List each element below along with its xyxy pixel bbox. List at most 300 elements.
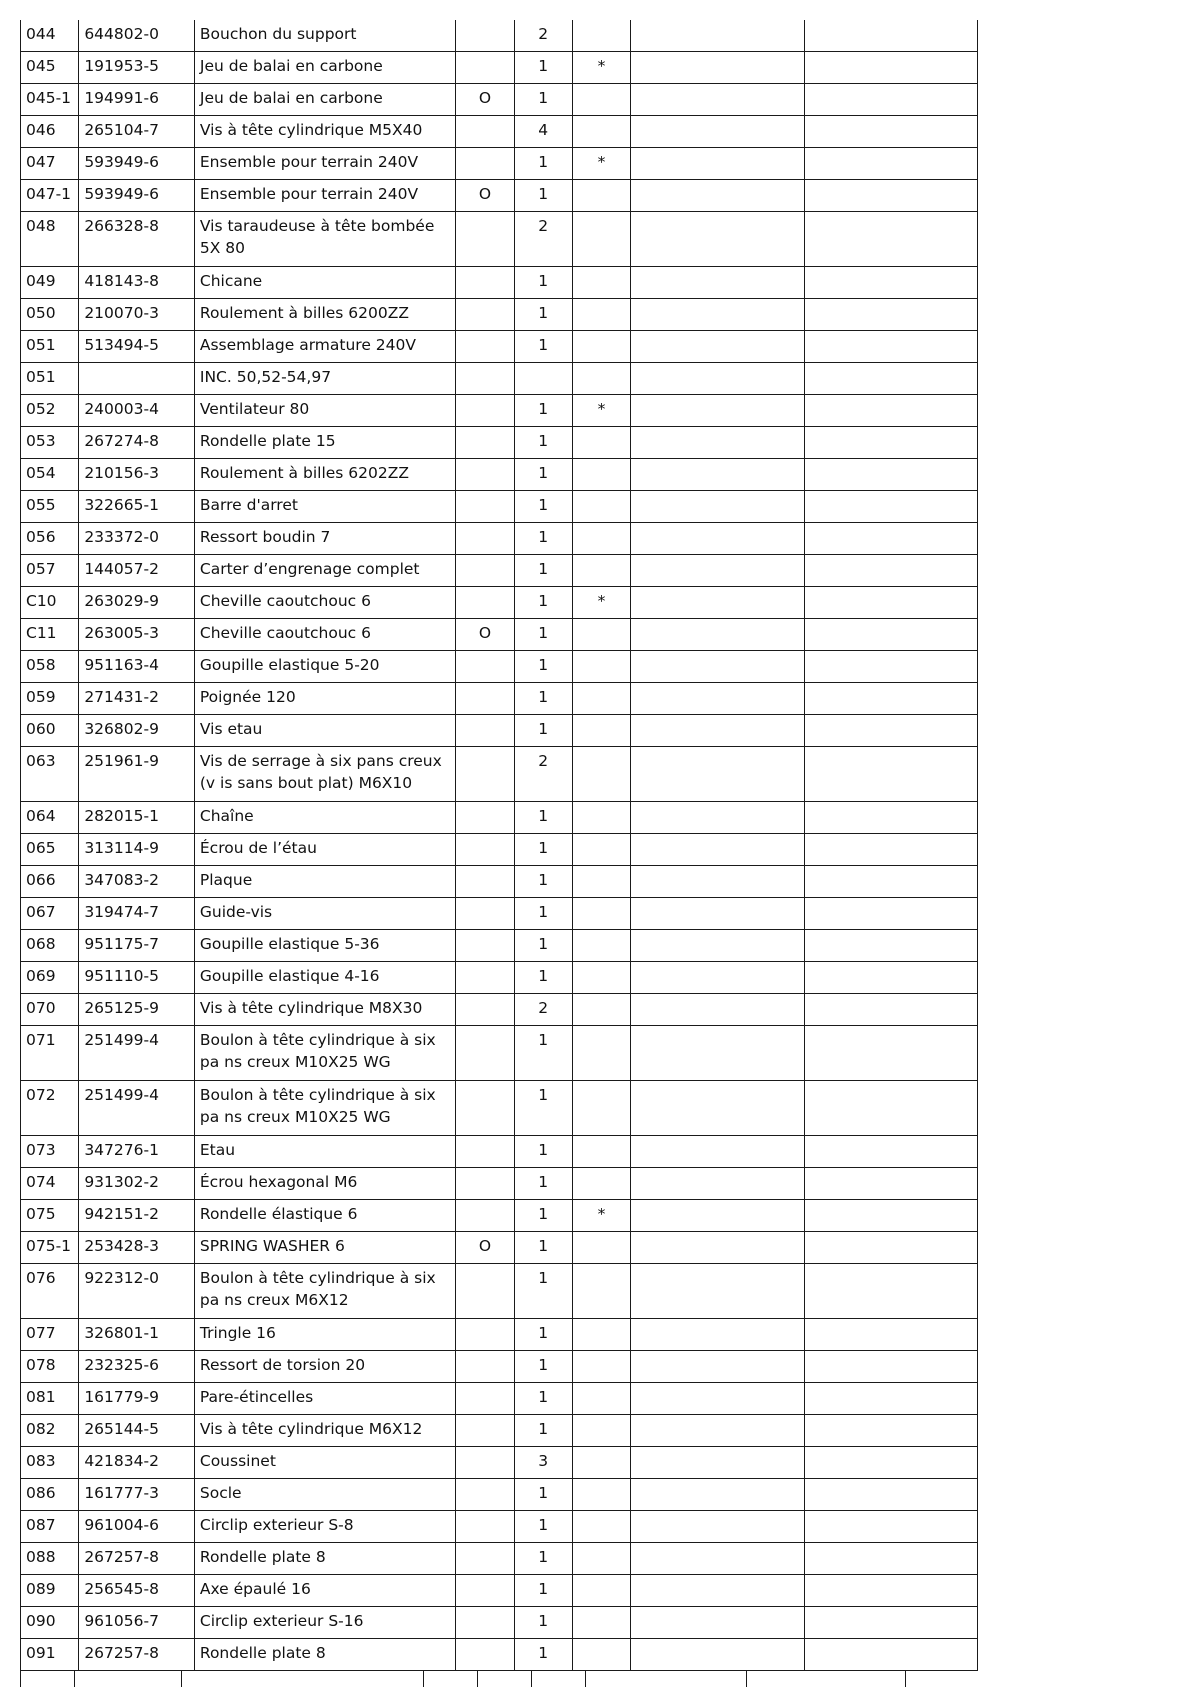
cell-note-1	[631, 1026, 805, 1081]
cell-item-no: 044	[21, 20, 79, 52]
table-row	[21, 459, 978, 491]
cell-substitution	[456, 1575, 514, 1607]
cell-description: Plaque	[194, 866, 455, 898]
cell-remark: *	[572, 1200, 630, 1232]
cell-description: Goupille elastique 5-36	[194, 930, 455, 962]
cell-item-no: 052	[21, 395, 79, 427]
cell-note-1	[631, 299, 805, 331]
cell-note-1	[631, 1319, 805, 1351]
cell-note-2	[805, 491, 978, 523]
table-row	[21, 802, 978, 834]
cell-note-1	[631, 1200, 805, 1232]
cell-substitution	[456, 395, 514, 427]
cell-remark	[572, 331, 630, 363]
cell-item-no: 046	[21, 116, 79, 148]
cell-note-2	[805, 84, 978, 116]
cell-part-code: 313114-9	[79, 834, 195, 866]
cell-substitution	[456, 363, 514, 395]
cell-remark	[572, 1639, 630, 1671]
cell-remark	[572, 84, 630, 116]
cell-description: Goupille elastique 4-16	[194, 962, 455, 994]
cell-quantity: 1	[514, 898, 572, 930]
cell-description: Vis etau	[194, 715, 455, 747]
cell-substitution: O	[456, 84, 514, 116]
table-row	[21, 148, 978, 180]
cell-note-2	[805, 299, 978, 331]
cell-remark	[572, 212, 630, 267]
table-row	[21, 962, 978, 994]
cell-description: Rondelle élastique 6	[194, 1200, 455, 1232]
table-row	[21, 267, 978, 299]
cell-description: Carter d’engrenage complet	[194, 555, 455, 587]
cell-note-2	[805, 1479, 978, 1511]
table-row	[21, 1479, 978, 1511]
cell-item-no: 075	[21, 1200, 79, 1232]
cell-quantity: 1	[514, 1264, 572, 1319]
cell-note-1	[631, 491, 805, 523]
table-row	[21, 994, 978, 1026]
cell-substitution	[456, 866, 514, 898]
cell-description: Chaîne	[194, 802, 455, 834]
cell-note-1	[631, 116, 805, 148]
cell-quantity: 1	[514, 459, 572, 491]
cell-note-2	[805, 395, 978, 427]
cell-item-no: 069	[21, 962, 79, 994]
cell-substitution	[456, 802, 514, 834]
cell-remark	[572, 930, 630, 962]
cell-remark	[572, 651, 630, 683]
cell-item-no: 045-1	[21, 84, 79, 116]
parts-list-sheet	[20, 20, 978, 1671]
cell-item-no: 063	[21, 747, 79, 802]
cell-note-2	[805, 834, 978, 866]
cell-part-code: 267257-8	[79, 1639, 195, 1671]
cell-note-2	[805, 1168, 978, 1200]
table-row	[21, 1511, 978, 1543]
cell-substitution	[456, 1383, 514, 1415]
cell-remark	[572, 363, 630, 395]
cell-description: Rondelle plate 8	[194, 1543, 455, 1575]
cell-quantity: 1	[514, 1136, 572, 1168]
cell-remark	[572, 1232, 630, 1264]
table-row	[21, 1415, 978, 1447]
cell-item-no: 065	[21, 834, 79, 866]
cell-note-1	[631, 395, 805, 427]
cell-description: Ressort de torsion 20	[194, 1351, 455, 1383]
cell-note-1	[631, 148, 805, 180]
cell-description: Pare-étincelles	[194, 1383, 455, 1415]
cell-substitution	[456, 1639, 514, 1671]
cell-item-no: 087	[21, 1511, 79, 1543]
cell-remark: *	[572, 587, 630, 619]
table-row	[21, 1383, 978, 1415]
cell-substitution	[456, 962, 514, 994]
table-row	[21, 747, 978, 802]
cell-quantity: 1	[514, 523, 572, 555]
cell-description: Goupille elastique 5-20	[194, 651, 455, 683]
cell-part-code: 322665-1	[79, 491, 195, 523]
cell-description: Ressort boudin 7	[194, 523, 455, 555]
cell-note-1	[631, 1136, 805, 1168]
cell-substitution	[456, 331, 514, 363]
cell-item-no: 076	[21, 1264, 79, 1319]
cell-description: Chicane	[194, 267, 455, 299]
cell-description: Circlip exterieur S-16	[194, 1607, 455, 1639]
cell-part-code: 513494-5	[79, 331, 195, 363]
cell-quantity: 1	[514, 52, 572, 84]
cell-quantity: 1	[514, 1511, 572, 1543]
cell-item-no: 077	[21, 1319, 79, 1351]
cell-item-no: 074	[21, 1168, 79, 1200]
cell-substitution	[456, 1415, 514, 1447]
table-row	[21, 1607, 978, 1639]
cell-quantity: 1	[514, 148, 572, 180]
cell-note-1	[631, 1264, 805, 1319]
cell-item-no: 067	[21, 898, 79, 930]
cell-description: Ensemble pour terrain 240V	[194, 180, 455, 212]
cell-quantity: 1	[514, 930, 572, 962]
cell-note-1	[631, 523, 805, 555]
cell-note-2	[805, 1081, 978, 1136]
table-row	[21, 491, 978, 523]
cell-item-no: 073	[21, 1136, 79, 1168]
cell-note-2	[805, 1415, 978, 1447]
cell-remark	[572, 715, 630, 747]
cell-quantity: 1	[514, 1639, 572, 1671]
cell-note-2	[805, 1351, 978, 1383]
table-row	[21, 930, 978, 962]
cell-quantity: 1	[514, 427, 572, 459]
cell-substitution: O	[456, 619, 514, 651]
table-row	[21, 683, 978, 715]
cell-note-1	[631, 587, 805, 619]
table-row	[21, 52, 978, 84]
cell-part-code: 265125-9	[79, 994, 195, 1026]
cell-quantity: 1	[514, 1607, 572, 1639]
cell-remark	[572, 866, 630, 898]
table-row	[21, 587, 978, 619]
cell-part-code: 961056-7	[79, 1607, 195, 1639]
table-row	[21, 1168, 978, 1200]
cell-note-2	[805, 180, 978, 212]
cell-description: Etau	[194, 1136, 455, 1168]
cell-note-1	[631, 20, 805, 52]
cell-note-2	[805, 1607, 978, 1639]
cell-description: Ventilateur 80	[194, 395, 455, 427]
cell-quantity: 2	[514, 20, 572, 52]
table-row	[21, 1264, 978, 1319]
cell-description: Vis à tête cylindrique M8X30	[194, 994, 455, 1026]
cell-note-2	[805, 1383, 978, 1415]
cell-part-code: 319474-7	[79, 898, 195, 930]
cell-note-1	[631, 715, 805, 747]
cell-quantity: 1	[514, 180, 572, 212]
cell-note-1	[631, 1415, 805, 1447]
cell-note-2	[805, 1232, 978, 1264]
table-row	[21, 619, 978, 651]
cell-item-no: 089	[21, 1575, 79, 1607]
cell-remark	[572, 1081, 630, 1136]
cell-remark	[572, 802, 630, 834]
cell-note-1	[631, 834, 805, 866]
cell-substitution	[456, 1168, 514, 1200]
cell-item-no: 082	[21, 1415, 79, 1447]
cell-part-code: 194991-6	[79, 84, 195, 116]
cell-quantity: 1	[514, 962, 572, 994]
cell-note-2	[805, 619, 978, 651]
cell-description: Cheville caoutchouc 6	[194, 619, 455, 651]
table-row	[21, 651, 978, 683]
cell-item-no: 091	[21, 1639, 79, 1671]
cell-note-1	[631, 898, 805, 930]
cell-substitution	[456, 1447, 514, 1479]
cell-item-no: 064	[21, 802, 79, 834]
cell-description: Boulon à tête cylindrique à six pa ns creux M6X12	[194, 1264, 455, 1319]
cell-substitution	[456, 1136, 514, 1168]
cell-substitution	[456, 1319, 514, 1351]
cell-substitution	[456, 116, 514, 148]
cell-remark	[572, 1479, 630, 1511]
cell-substitution	[456, 52, 514, 84]
cell-quantity: 1	[514, 1319, 572, 1351]
cell-part-code: 253428-3	[79, 1232, 195, 1264]
cell-note-2	[805, 1026, 978, 1081]
cell-note-1	[631, 1383, 805, 1415]
cell-substitution	[456, 459, 514, 491]
cell-note-2	[805, 427, 978, 459]
parts-table-body	[21, 20, 978, 1671]
cell-substitution	[456, 267, 514, 299]
cell-substitution	[456, 587, 514, 619]
cell-remark	[572, 834, 630, 866]
cell-part-code: 161779-9	[79, 1383, 195, 1415]
cell-note-1	[631, 683, 805, 715]
cell-item-no: 086	[21, 1479, 79, 1511]
cell-part-code: 144057-2	[79, 555, 195, 587]
table-row	[21, 20, 978, 52]
table-row	[21, 1200, 978, 1232]
cell-note-2	[805, 930, 978, 962]
cell-item-no: 081	[21, 1383, 79, 1415]
cell-substitution	[456, 427, 514, 459]
cell-part-code: 263029-9	[79, 587, 195, 619]
cell-part-code: 942151-2	[79, 1200, 195, 1232]
cell-substitution	[456, 715, 514, 747]
table-row	[21, 84, 978, 116]
cell-item-no: 048	[21, 212, 79, 267]
cell-quantity: 1	[514, 1200, 572, 1232]
cell-substitution	[456, 491, 514, 523]
cell-note-2	[805, 212, 978, 267]
cell-substitution: O	[456, 180, 514, 212]
cell-remark	[572, 299, 630, 331]
cell-quantity: 1	[514, 267, 572, 299]
table-row	[21, 1351, 978, 1383]
cell-note-1	[631, 555, 805, 587]
cell-quantity: 1	[514, 715, 572, 747]
cell-remark	[572, 1168, 630, 1200]
cell-item-no: 083	[21, 1447, 79, 1479]
cell-description: Coussinet	[194, 1447, 455, 1479]
cell-part-code: 210156-3	[79, 459, 195, 491]
cell-quantity: 1	[514, 866, 572, 898]
cell-quantity: 1	[514, 1575, 572, 1607]
cell-quantity: 1	[514, 587, 572, 619]
cell-description: Circlip exterieur S-8	[194, 1511, 455, 1543]
table-continuation	[20, 1671, 978, 1687]
cell-remark	[572, 994, 630, 1026]
cell-item-no: 066	[21, 866, 79, 898]
cell-note-2	[805, 1136, 978, 1168]
cell-item-no: 054	[21, 459, 79, 491]
table-row	[21, 299, 978, 331]
cell-description: Rondelle plate 15	[194, 427, 455, 459]
cell-substitution	[456, 1264, 514, 1319]
cell-note-2	[805, 1200, 978, 1232]
cell-quantity: 1	[514, 1479, 572, 1511]
cell-note-2	[805, 994, 978, 1026]
cell-substitution	[456, 1607, 514, 1639]
cell-note-2	[805, 1319, 978, 1351]
cell-part-code: 267257-8	[79, 1543, 195, 1575]
cell-note-1	[631, 1543, 805, 1575]
cell-item-no: 072	[21, 1081, 79, 1136]
cell-description: Axe épaulé 16	[194, 1575, 455, 1607]
cell-quantity: 1	[514, 1081, 572, 1136]
cell-substitution	[456, 898, 514, 930]
cell-remark	[572, 1136, 630, 1168]
cell-part-code: 961004-6	[79, 1511, 195, 1543]
cell-substitution	[456, 555, 514, 587]
cell-description: Écrou de l’étau	[194, 834, 455, 866]
cell-part-code: 232325-6	[79, 1351, 195, 1383]
cell-remark	[572, 491, 630, 523]
table-row	[21, 898, 978, 930]
table-row	[21, 427, 978, 459]
cell-item-no: C10	[21, 587, 79, 619]
cell-remark	[572, 898, 630, 930]
cell-note-2	[805, 683, 978, 715]
cell-item-no: 057	[21, 555, 79, 587]
table-row	[21, 555, 978, 587]
cell-remark	[572, 1383, 630, 1415]
cell-part-code: 593949-6	[79, 148, 195, 180]
table-row	[21, 1543, 978, 1575]
cell-quantity: 3	[514, 1447, 572, 1479]
cell-description: Boulon à tête cylindrique à six pa ns creux M10X25 WG	[194, 1026, 455, 1081]
cell-quantity: 1	[514, 1543, 572, 1575]
cell-quantity: 1	[514, 1383, 572, 1415]
cell-remark	[572, 180, 630, 212]
cell-description: INC. 50,52-54,97	[194, 363, 455, 395]
table-row	[21, 1639, 978, 1671]
cell-remark	[572, 267, 630, 299]
cell-note-2	[805, 747, 978, 802]
table-row	[21, 395, 978, 427]
table-row	[21, 212, 978, 267]
cell-substitution	[456, 834, 514, 866]
cell-item-no: 045	[21, 52, 79, 84]
cell-part-code: 326801-1	[79, 1319, 195, 1351]
cell-part-code: 931302-2	[79, 1168, 195, 1200]
cell-remark	[572, 1026, 630, 1081]
table-row	[21, 523, 978, 555]
table-row	[21, 331, 978, 363]
cell-part-code: 326802-9	[79, 715, 195, 747]
cell-note-1	[631, 930, 805, 962]
cell-description: Poignée 120	[194, 683, 455, 715]
cell-description: Roulement à billes 6200ZZ	[194, 299, 455, 331]
cell-remark	[572, 1319, 630, 1351]
cell-part-code: 644802-0	[79, 20, 195, 52]
cell-substitution	[456, 148, 514, 180]
cell-quantity: 1	[514, 395, 572, 427]
cell-quantity: 2	[514, 212, 572, 267]
cell-part-code: 256545-8	[79, 1575, 195, 1607]
table-row	[21, 1026, 978, 1081]
cell-item-no: 078	[21, 1351, 79, 1383]
cell-remark	[572, 1264, 630, 1319]
cell-remark	[572, 427, 630, 459]
cell-note-2	[805, 802, 978, 834]
cell-part-code: 233372-0	[79, 523, 195, 555]
cell-note-2	[805, 587, 978, 619]
cell-substitution	[456, 683, 514, 715]
cell-note-1	[631, 180, 805, 212]
cell-part-code: 263005-3	[79, 619, 195, 651]
cell-remark	[572, 619, 630, 651]
cell-note-2	[805, 1511, 978, 1543]
cell-part-code: 421834-2	[79, 1447, 195, 1479]
cell-description: Assemblage armature 240V	[194, 331, 455, 363]
cell-part-code: 251499-4	[79, 1081, 195, 1136]
cell-substitution	[456, 747, 514, 802]
cell-part-code: 210070-3	[79, 299, 195, 331]
cell-item-no: 051	[21, 331, 79, 363]
cell-description: Ensemble pour terrain 240V	[194, 148, 455, 180]
cell-item-no: 071	[21, 1026, 79, 1081]
cell-part-code: 922312-0	[79, 1264, 195, 1319]
table-row	[21, 866, 978, 898]
cell-part-code: 161777-3	[79, 1479, 195, 1511]
parts-table	[20, 20, 978, 1671]
cell-part-code: 347083-2	[79, 866, 195, 898]
cell-quantity: 2	[514, 747, 572, 802]
cell-quantity: 1	[514, 1351, 572, 1383]
table-row	[21, 834, 978, 866]
cell-note-1	[631, 427, 805, 459]
cell-remark	[572, 1415, 630, 1447]
cell-substitution	[456, 1200, 514, 1232]
cell-note-2	[805, 1639, 978, 1671]
cell-substitution	[456, 930, 514, 962]
cell-item-no: 070	[21, 994, 79, 1026]
cell-substitution	[456, 20, 514, 52]
cell-note-1	[631, 52, 805, 84]
cell-description: Socle	[194, 1479, 455, 1511]
cell-description: Vis à tête cylindrique M5X40	[194, 116, 455, 148]
cell-part-code: 593949-6	[79, 180, 195, 212]
cell-item-no: 047-1	[21, 180, 79, 212]
cell-note-1	[631, 331, 805, 363]
table-row	[21, 1136, 978, 1168]
cell-substitution	[456, 994, 514, 1026]
cell-note-2	[805, 148, 978, 180]
cell-note-1	[631, 1351, 805, 1383]
cell-note-1	[631, 1575, 805, 1607]
cell-part-code: 951163-4	[79, 651, 195, 683]
cell-quantity: 1	[514, 802, 572, 834]
